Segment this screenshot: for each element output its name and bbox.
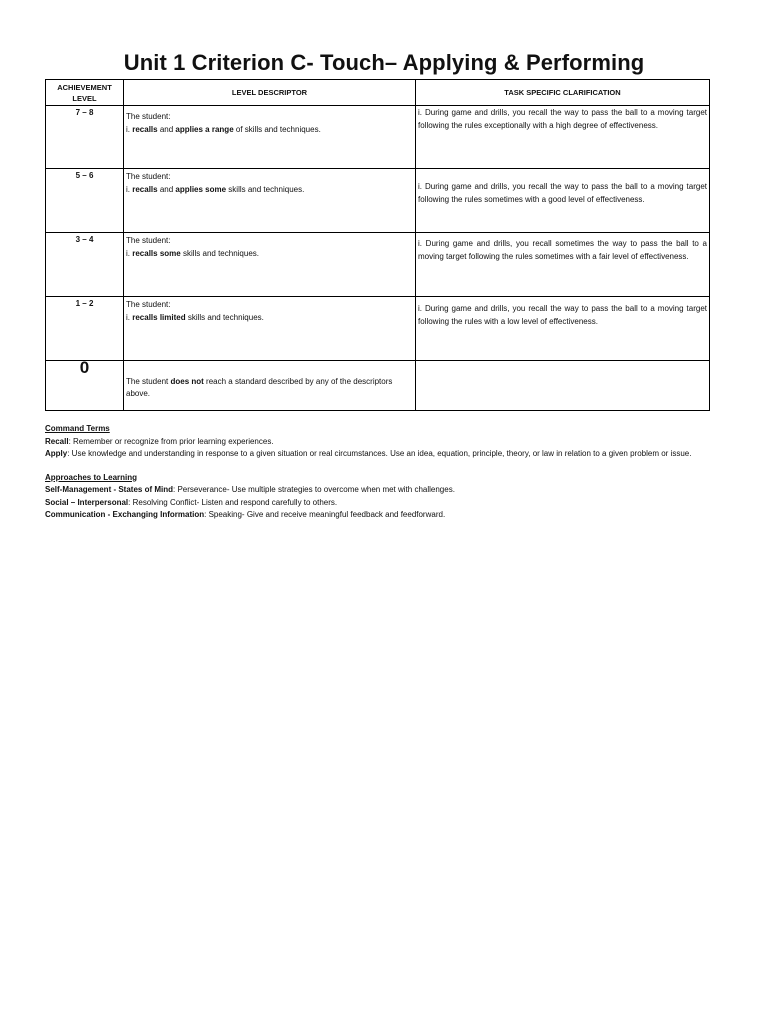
- descriptor-prefix: i.: [126, 184, 133, 194]
- term-name: Apply: [45, 449, 68, 458]
- header-task-clarification: TASK SPECIFIC CLARIFICATION: [416, 80, 710, 106]
- term-definition: : Remember or recognize from prior learning experiences.: [68, 436, 274, 446]
- table-row: [46, 106, 710, 169]
- descriptor-suffix: skills and techniques.: [185, 312, 264, 322]
- approaches-heading: Approaches to Learning: [45, 472, 138, 482]
- approach-item: [45, 509, 735, 522]
- descriptor-text: [126, 184, 413, 197]
- term-name: Recall: [45, 436, 69, 446]
- level-descriptor: [124, 169, 416, 233]
- approach-description: : Resolving Conflict- Listen and respond carefully to others.: [128, 497, 338, 507]
- descriptor-suffix: skills and techniques.: [226, 184, 305, 194]
- approach-name: Self-Management - States of Mind: [45, 485, 174, 494]
- descriptor-keyword: recalls: [132, 124, 158, 134]
- descriptor-text: [126, 248, 413, 261]
- header-achievement-level: ACHIEVEMENT LEVEL: [46, 80, 124, 106]
- term-definition: : Use knowledge and understanding in response to a given situation or real circumstances. Use an idea, equation, principle, theory, or law in relation to a given problem or issue.: [67, 449, 692, 458]
- descriptor-intro: The student:: [126, 236, 171, 245]
- approach-item: [45, 497, 735, 510]
- descriptor-keyword: applies some: [175, 184, 227, 194]
- descriptor-keyword: recalls limited: [132, 312, 186, 322]
- table-row: [46, 169, 710, 233]
- descriptor-intro: The student:: [126, 300, 171, 309]
- table-row: [46, 361, 710, 411]
- approach-description: : Speaking- Give and receive meaningful feedback and feedforward.: [204, 510, 446, 519]
- approach-name: Communication - Exchanging Information: [45, 510, 205, 519]
- descriptor-suffix: reach a standard described by any of the descriptors above.: [126, 376, 393, 398]
- level-descriptor: [124, 297, 416, 361]
- table-row: [46, 297, 710, 361]
- level-descriptor: [124, 233, 416, 297]
- descriptor-text: [126, 124, 413, 137]
- task-clarification: i. During game and drills, you recall the way to pass the ball to a moving target following the rules with a low level of effectiveness.: [416, 297, 710, 361]
- descriptor-intro: The student:: [126, 172, 171, 181]
- descriptor-prefix: The student: [126, 376, 171, 386]
- descriptor-connector: and: [157, 184, 176, 194]
- table-header-row: [46, 80, 710, 106]
- achievement-level: 0: [46, 361, 124, 411]
- task-clarification: i. During game and drills, you recall the way to pass the ball to a moving target following the rules exceptionally with a high degree of effectiveness.: [416, 106, 710, 169]
- level-descriptor: [124, 106, 416, 169]
- descriptor-keyword: applies a range: [175, 124, 234, 134]
- table-row: [46, 233, 710, 297]
- header-level-descriptor: LEVEL DESCRIPTOR: [124, 80, 416, 106]
- approach-name: Social – Interpersonal: [45, 497, 129, 507]
- descriptor-prefix: i.: [126, 124, 133, 134]
- descriptor-connector: and: [157, 124, 176, 134]
- task-clarification: [416, 361, 710, 411]
- descriptor-suffix: of skills and techniques.: [233, 124, 321, 134]
- descriptor-keyword: does not: [170, 376, 204, 386]
- notes-section: [45, 423, 735, 522]
- achievement-level: 5 – 6: [46, 169, 124, 233]
- rubric-table: [45, 79, 710, 411]
- descriptor-text: [126, 312, 413, 325]
- command-term-item: [45, 448, 735, 461]
- achievement-level: 7 – 8: [46, 106, 124, 169]
- approach-item: [45, 484, 735, 497]
- descriptor-suffix: skills and techniques.: [180, 248, 259, 258]
- level-descriptor: [124, 361, 416, 411]
- descriptor-prefix: i.: [126, 248, 133, 258]
- document-title: Unit 1 Criterion C- Touch– Applying & Performing: [123, 50, 645, 75]
- approach-description: : Perseverance- Use multiple strategies to overcome when met with challenges.: [173, 485, 455, 494]
- achievement-level: 1 – 2: [46, 297, 124, 361]
- command-terms-heading: Command Terms: [45, 424, 110, 433]
- section-spacer: [45, 461, 735, 472]
- descriptor-intro: The student:: [126, 112, 171, 121]
- achievement-level: 3 – 4: [46, 233, 124, 297]
- descriptor-keyword: recalls: [132, 184, 158, 194]
- command-term-item: [45, 436, 735, 449]
- task-clarification: i. During game and drills, you recall sometimes the way to pass the ball to a moving target following the rules sometimes with a fair level of effectiveness.: [416, 233, 710, 297]
- descriptor-prefix: i.: [126, 312, 133, 322]
- descriptor-keyword: recalls some: [132, 248, 181, 258]
- task-clarification: i. During game and drills, you recall the way to pass the ball to a moving target following the rules sometimes with a good level of effectiveness.: [416, 169, 710, 233]
